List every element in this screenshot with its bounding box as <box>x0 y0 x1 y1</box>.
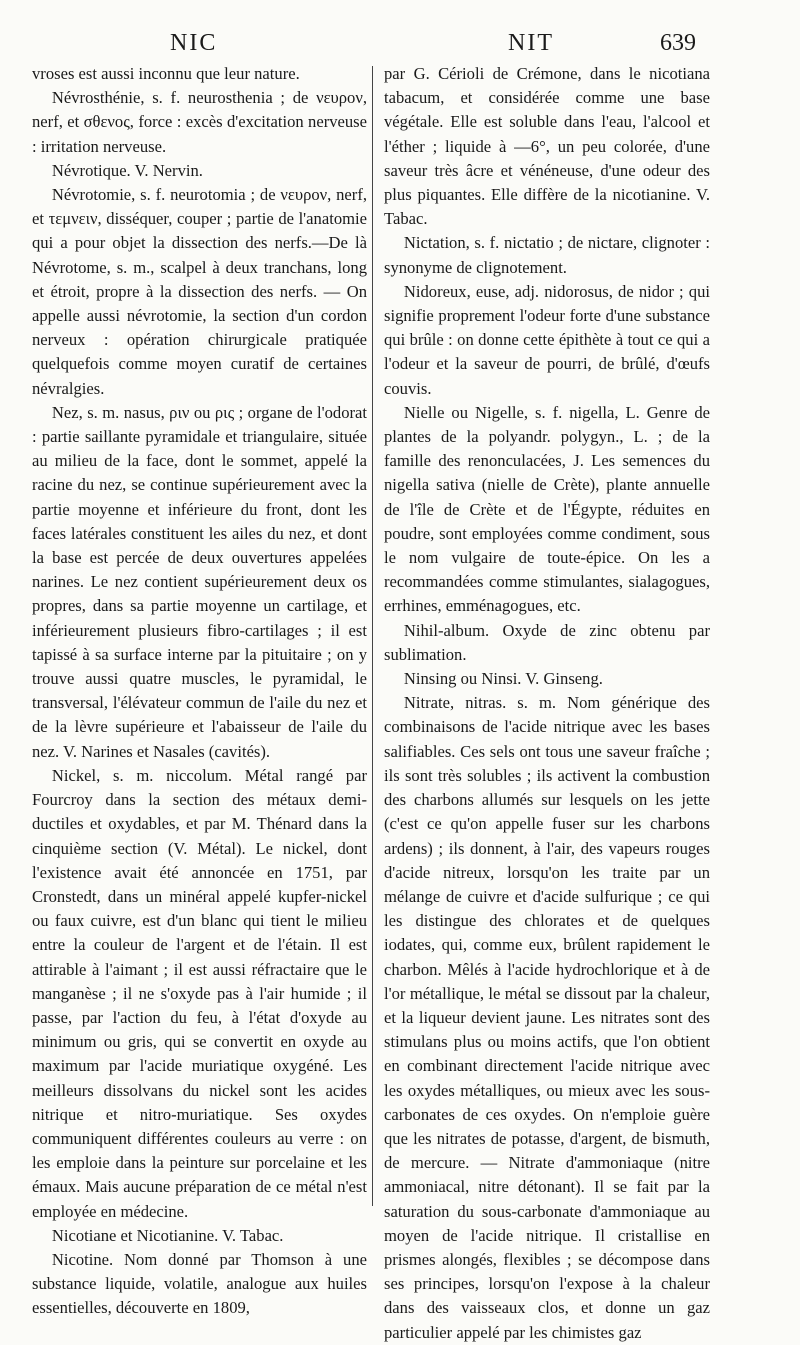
entry-nidoreux: Nidoreux, euse, adj. nidorosus, de nidor ; qui signifie proprement l'odeur forte d'une substance qui brûle : on donne cette épithète à tout ce qui a l'odeur et la saveur de pourri, de brûlé, d'œufs couvis. <box>384 281 710 398</box>
entry-nevrosthenie: Névrosthénie, s. f. neurosthenia ; de νευρον, nerf, et σθενος, force : excès d'excitation nerveuse : irritation nerveuse. <box>32 88 367 156</box>
header-right-word: NIT <box>508 30 554 56</box>
entry-nicotine: Nicotine. Nom donné par Thomson à une substance liquide, volatile, analogue aux huiles essentielles, découverte en 1809, <box>32 1249 367 1318</box>
entry-nihil-album: Nihil-album. Oxyde de zinc obtenu par sublimation. <box>384 620 710 664</box>
entry-nictation: Nictation, s. f. nictatio ; de nictare, clignoter : synonyme de clignotement. <box>384 233 710 277</box>
left-paragraph: vroses est aussi inconnu que leur nature. <box>32 64 300 83</box>
entry-nez: Nez, s. m. nasus, ριν ou ρις ; organe de l'odorat : partie saillante pyramidale et triangulaire, située au milieu de la face, dont le sommet, appelé la racine du nez, se continue supérieurement avec la partie moyenne et inférieure du front, dont les faces latérales constituent les ailes du nez, et dont la base est percée de deux ouvertures appelées narines. Le nez contient supérieurement deux os propres, dans sa partie moyenne un cartilage, et inférieurement plusieurs fibro-cartilages ; il est tapissé à sa surface interne par la pituitaire ; on y trouve aussi quatre muscles, le pyramidal, le transversal, l'élévateur commun de l'aile du nez et de la lèvre supérieure et l'abaisseur de l'aile du nez. V. Narines et Nasales (cavités). <box>32 402 367 761</box>
right-paragraph: par G. Cérioli de Crémone, dans le nicotiana tabacum, et considérée comme une base végétale. Elle est soluble dans l'eau, l'alcool et l'éther ; liquide à —6°, un peu colorée, d'une saveur très âcre et vénéneuse, d'une odeur des plus piquantes. Elle diffère de la nicotianine. V. Tabac. <box>384 64 710 229</box>
running-header <box>0 30 800 60</box>
entry-nevrotomie: Névrotomie, s. f. neurotomia ; de νευρον, nerf, et τεμνειν, disséquer, couper ; partie de l'anatomie qui a pour objet la dissection des nerfs.—De là Névrotome, s. m., scalpel à deux tranchans, long et étroit, propre à la dissection des nerfs. — On appelle aussi névrotomie, la section d'un cordon nerveux : opération chirurgicale pratiquée quelquefois comme moyen curatif de certaines névralgies. <box>32 185 367 398</box>
entry-nielle: Nielle ou Nigelle, s. f. nigella, L. Genre de plantes de la polyandr. polygyn., L. ; de la famille des renonculacées, J. Les semences du nigella sativa (nielle de Crète), plante annuelle de l'île de Crète et de l'Égypte, réduites en poudre, sont employées comme condiment, sous le nom vulgaire de toute-épice. On les a recommandées comme stimulantes, sialagogues, errhines, emménagogues, etc. <box>384 402 710 616</box>
entry-nevrotique: Névrotique. V. Nervin. <box>51 160 203 180</box>
column-divider <box>372 66 373 1206</box>
header-left-word: NIC <box>170 30 218 56</box>
right-column <box>384 62 710 1345</box>
entry-nicotiane: Nicotiane et Nicotianine. V. Tabac. <box>51 1225 284 1245</box>
left-column <box>32 62 367 1321</box>
entry-ninsing: Ninsing ou Ninsi. V. Ginseng. <box>403 669 603 689</box>
entry-nitrate: Nitrate, nitras. s. m. Nom générique des combinaisons de l'acide nitrique avec les bases salifiables. Ces sels ont tous une saveur fraîche ; ils sont très solubles ; ils activent la combustion des charbons allumés sur lesquels on les jette (c'est ce qu'on appelle fuser sur les charbons ardens) ; ils donnent, à l'air, des vapeurs rouges d'acide nitreux, lorsqu'on les traite par un mélange de cuivre et d'acide sulfurique ; ce qui les distingue des chlorates et de quelques iodates, qui, comme eux, brûlent rapidement le charbon. Mêlés à l'acide hydrochlorique et à de l'or métallique, le métal se dissout par la chaleur, et la liqueur devient jaune. Les nitrates sont des stimulans plus ou moins actifs, que l'on obtient en combinant directement l'acide nitrique avec les oxydes métalliques, ou mieux avec les sous-carbonates de ces oxydes. On n'emploie guère que les nitrates de potasse, d'argent, de bismuth, de mercure. — Nitrate d'ammoniaque (nitre ammoniacal, nitre détonant). Il se fait par la saturation du sous-carbonate d'ammoniaque au moyen de l'acide nitrique. Il cristallise en prismes alongés, flexibles ; se décompose dans ses principes, lorsqu'on l'expose à la chaleur dans des vaisseaux clos, et donne un gaz particulier appelé par les chimistes gaz <box>384 693 710 1342</box>
page-number: 639 <box>660 30 696 56</box>
entry-nickel: Nickel, s. m. niccolum. Métal rangé par Fourcroy dans la section des métaux demi-ductiles et oxydables, et par M. Thénard dans la cinquième section (V. Métal). Le nickel, dont l'existence avait été annoncée en 1751, par Cronstedt, dans un minéral appelé kupfer-nickel ou faux cuivre, est d'un blanc qui tient le milieu entre la couleur de l'argent et de l'étain. Il est attirable à l'aimant ; il est aussi réfractaire que le manganèse ; il ne s'oxyde pas à l'air humide ; il passe, par l'action du feu, à l'état d'oxyde au minimum ou gris, qui se convertit en oxyde au maximum par l'acide muriatique oxygéné. Les meilleurs dissolvans du nickel sont les acides nitrique et nitro-muriatique. Ses oxydes communiquent différentes couleurs au verre : on les emploie dans la peinture sur porcelaine et les émaux. Mais aucune préparation de ce métal n'est employée en médecine. <box>32 765 367 1221</box>
